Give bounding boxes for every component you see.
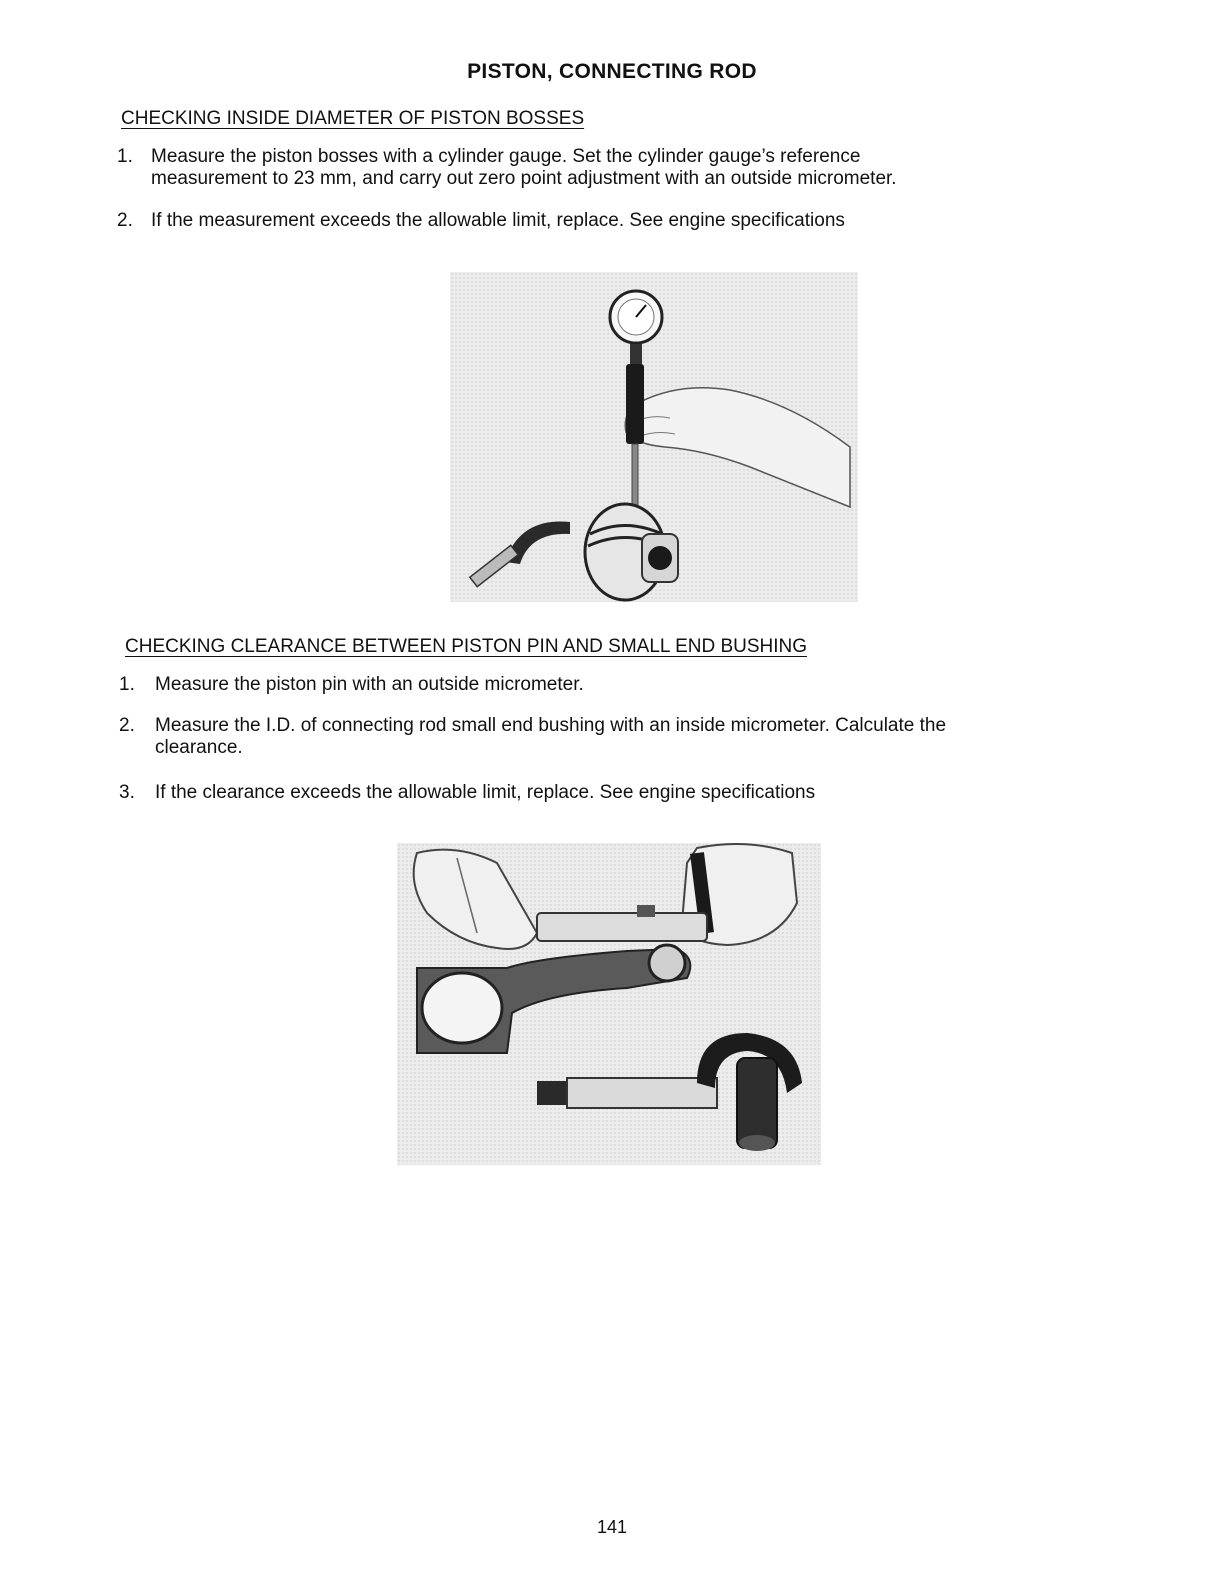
step-number: 3. bbox=[119, 782, 135, 803]
step-text: If the clearance exceeds the allowable limit, replace. See engine specifications bbox=[155, 782, 816, 803]
step-item bbox=[119, 782, 1019, 804]
step-text: Measure the piston bosses with a cylinder gauge. Set the cylinder gauge’s reference measurement to 23 mm, and carry out zero point adjustment with an outside micrometer. bbox=[151, 146, 897, 189]
step-number: 1. bbox=[117, 146, 133, 167]
section-heading-pin-clearance: CHECKING CLEARANCE BETWEEN PISTON PIN AND SMALL END BUSHING bbox=[125, 636, 808, 657]
step-item bbox=[119, 674, 1019, 696]
step-text: Measure the piston pin with an outside micrometer. bbox=[155, 674, 584, 695]
step-number: 1. bbox=[119, 674, 135, 695]
inside-micrometer-photo bbox=[397, 843, 821, 1165]
step-text: If the measurement exceeds the allowable limit, replace. See engine specifications bbox=[151, 210, 845, 231]
step-number: 2. bbox=[119, 715, 135, 736]
step-number: 2. bbox=[117, 210, 133, 231]
step-item bbox=[117, 146, 947, 190]
step-item bbox=[117, 210, 947, 232]
page-title: PISTON, CONNECTING ROD bbox=[467, 60, 757, 83]
step-item bbox=[119, 715, 1019, 759]
cylinder-gauge-photo bbox=[450, 272, 858, 602]
page-number: 141 bbox=[596, 1517, 628, 1537]
section-heading-piston-bosses: CHECKING INSIDE DIAMETER OF PISTON BOSSES bbox=[121, 108, 585, 129]
step-text: Measure the I.D. of connecting rod small end bushing with an inside micrometer. Calculate the clearance. bbox=[155, 715, 947, 758]
